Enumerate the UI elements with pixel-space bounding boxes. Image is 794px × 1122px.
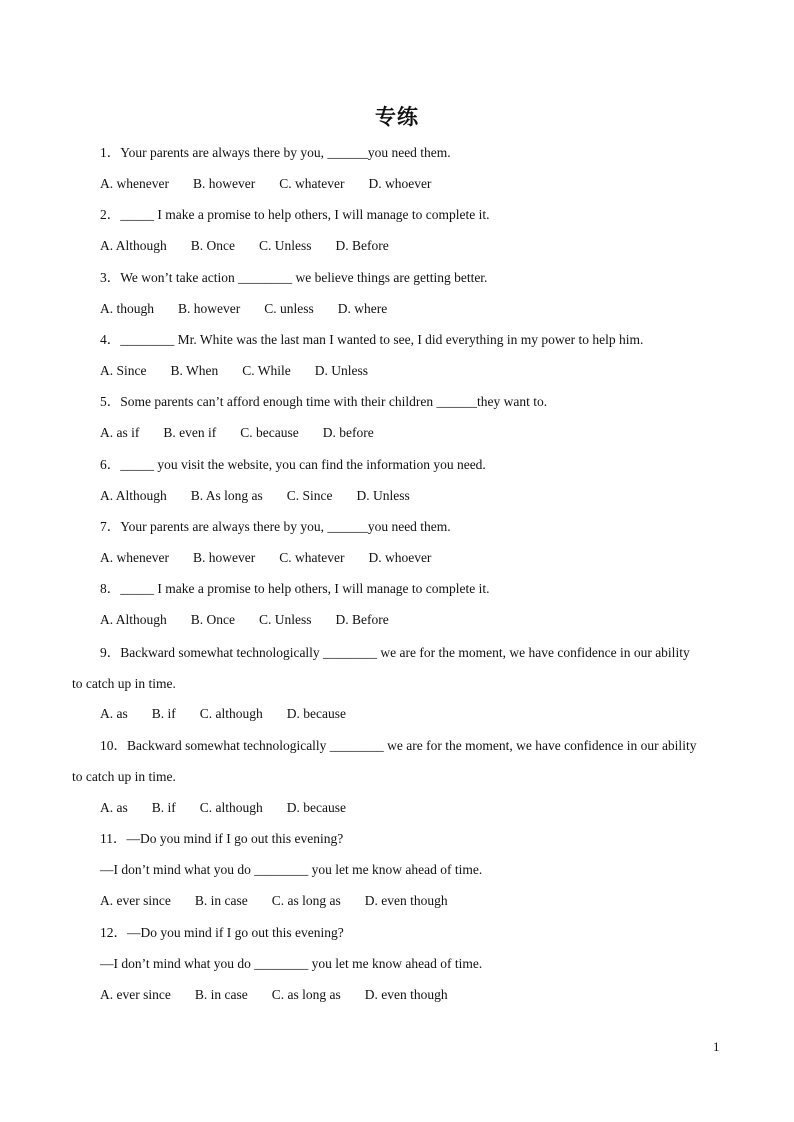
option-d: D. Before <box>335 612 389 627</box>
question-8-options <box>100 611 413 629</box>
option-b: B. however <box>192 550 256 565</box>
question-8-stem: 8．_____ I make a promise to help others, I will manage to complete it. <box>100 581 490 596</box>
option-b: B. in case <box>194 987 248 1002</box>
option-c: C. whatever <box>279 550 345 565</box>
question-5-stem: 5．Some parents can’t afford enough time with their children ______they want to. <box>100 394 548 409</box>
question-3-stem: 3．We won’t take action ________ we believe things are getting better. <box>100 270 488 285</box>
question-4-stem: 4．________ Mr. White was the last man I wanted to see, I did everything in my power to help him. <box>100 332 644 347</box>
option-d: D. where <box>337 301 388 316</box>
option-c: C. Since <box>286 488 333 503</box>
option-a: A. Although <box>100 612 167 627</box>
option-c: C. although <box>199 800 263 815</box>
question-7-options <box>100 549 455 567</box>
option-d: D. Unless <box>314 363 368 378</box>
question-2-stem: 2．_____ I make a promise to help others, I will manage to complete it. <box>100 207 490 222</box>
question-9-options <box>100 705 370 723</box>
option-c: C. as long as <box>271 893 341 908</box>
option-a: A. Since <box>100 363 147 378</box>
option-a: A. as if <box>100 425 140 440</box>
option-d: D. Before <box>335 238 389 253</box>
page-title: 专练 <box>375 105 419 129</box>
option-b: B. if <box>151 706 176 721</box>
question-5-options <box>100 424 398 442</box>
option-d: D. even though <box>364 987 448 1002</box>
option-a: A. as <box>100 800 128 815</box>
option-d: D. because <box>286 706 346 721</box>
option-b: B. even if <box>163 425 217 440</box>
question-10-options <box>100 799 370 817</box>
question-7-stem: 7．Your parents are always there by you, ______you need them. <box>100 519 451 534</box>
question-3-options <box>100 300 411 318</box>
option-b: B. As long as <box>190 488 263 503</box>
option-d: D. Unless <box>356 488 410 503</box>
option-a: A. though <box>100 301 154 316</box>
option-b: B. Once <box>190 238 236 253</box>
option-d: D. even though <box>364 893 448 908</box>
option-b: B. if <box>151 800 176 815</box>
question-11-options <box>100 892 472 910</box>
option-c: C. although <box>199 706 263 721</box>
option-d: D. whoever <box>368 176 432 191</box>
option-c: C. Unless <box>259 612 312 627</box>
question-10-stem: 10．Backward somewhat technologically ________ we are for the moment, we have confidence in our ability to catch up in time. <box>72 738 697 784</box>
question-1-options <box>100 175 455 193</box>
question-2-options <box>100 237 413 255</box>
question-9-stem: 9．Backward somewhat technologically ________ we are for the moment, we have confidence in our ability to catch up in time. <box>72 645 690 691</box>
question-12-stem: 12．—Do you mind if I go out this evening? <box>100 925 344 940</box>
option-b: B. in case <box>194 893 248 908</box>
question-4-options <box>100 362 392 380</box>
question-12-reply: —I don’t mind what you do ________ you let me know ahead of time. <box>100 956 483 971</box>
option-d: D. before <box>322 425 374 440</box>
option-b: B. Once <box>190 612 236 627</box>
option-b: B. When <box>170 363 219 378</box>
option-c: C. whatever <box>279 176 345 191</box>
option-c: C. as long as <box>271 987 341 1002</box>
option-c: C. unless <box>264 301 314 316</box>
question-12-options <box>100 986 472 1004</box>
question-11-reply: —I don’t mind what you do ________ you let me know ahead of time. <box>100 862 483 877</box>
question-1-stem: 1．Your parents are always there by you, ______you need them. <box>100 145 451 160</box>
option-a: A. as <box>100 706 128 721</box>
option-a: A. Although <box>100 238 167 253</box>
question-11-stem: 11．—Do you mind if I go out this evening? <box>100 831 344 846</box>
option-d: D. because <box>286 800 346 815</box>
option-c: C. Unless <box>259 238 312 253</box>
question-6-stem: 6．_____ you visit the website, you can find the information you need. <box>100 457 486 472</box>
option-b: B. however <box>178 301 241 316</box>
option-a: A. ever since <box>100 893 171 908</box>
option-b: B. however <box>192 176 256 191</box>
question-6-options <box>100 487 434 505</box>
option-a: A. ever since <box>100 987 171 1002</box>
page-number: 1 <box>713 1039 720 1054</box>
option-a: A. Although <box>100 488 167 503</box>
option-d: D. whoever <box>368 550 432 565</box>
option-a: A. whenever <box>100 550 169 565</box>
option-c: C. because <box>240 425 299 440</box>
option-a: A. whenever <box>100 176 169 191</box>
option-c: C. While <box>242 363 291 378</box>
